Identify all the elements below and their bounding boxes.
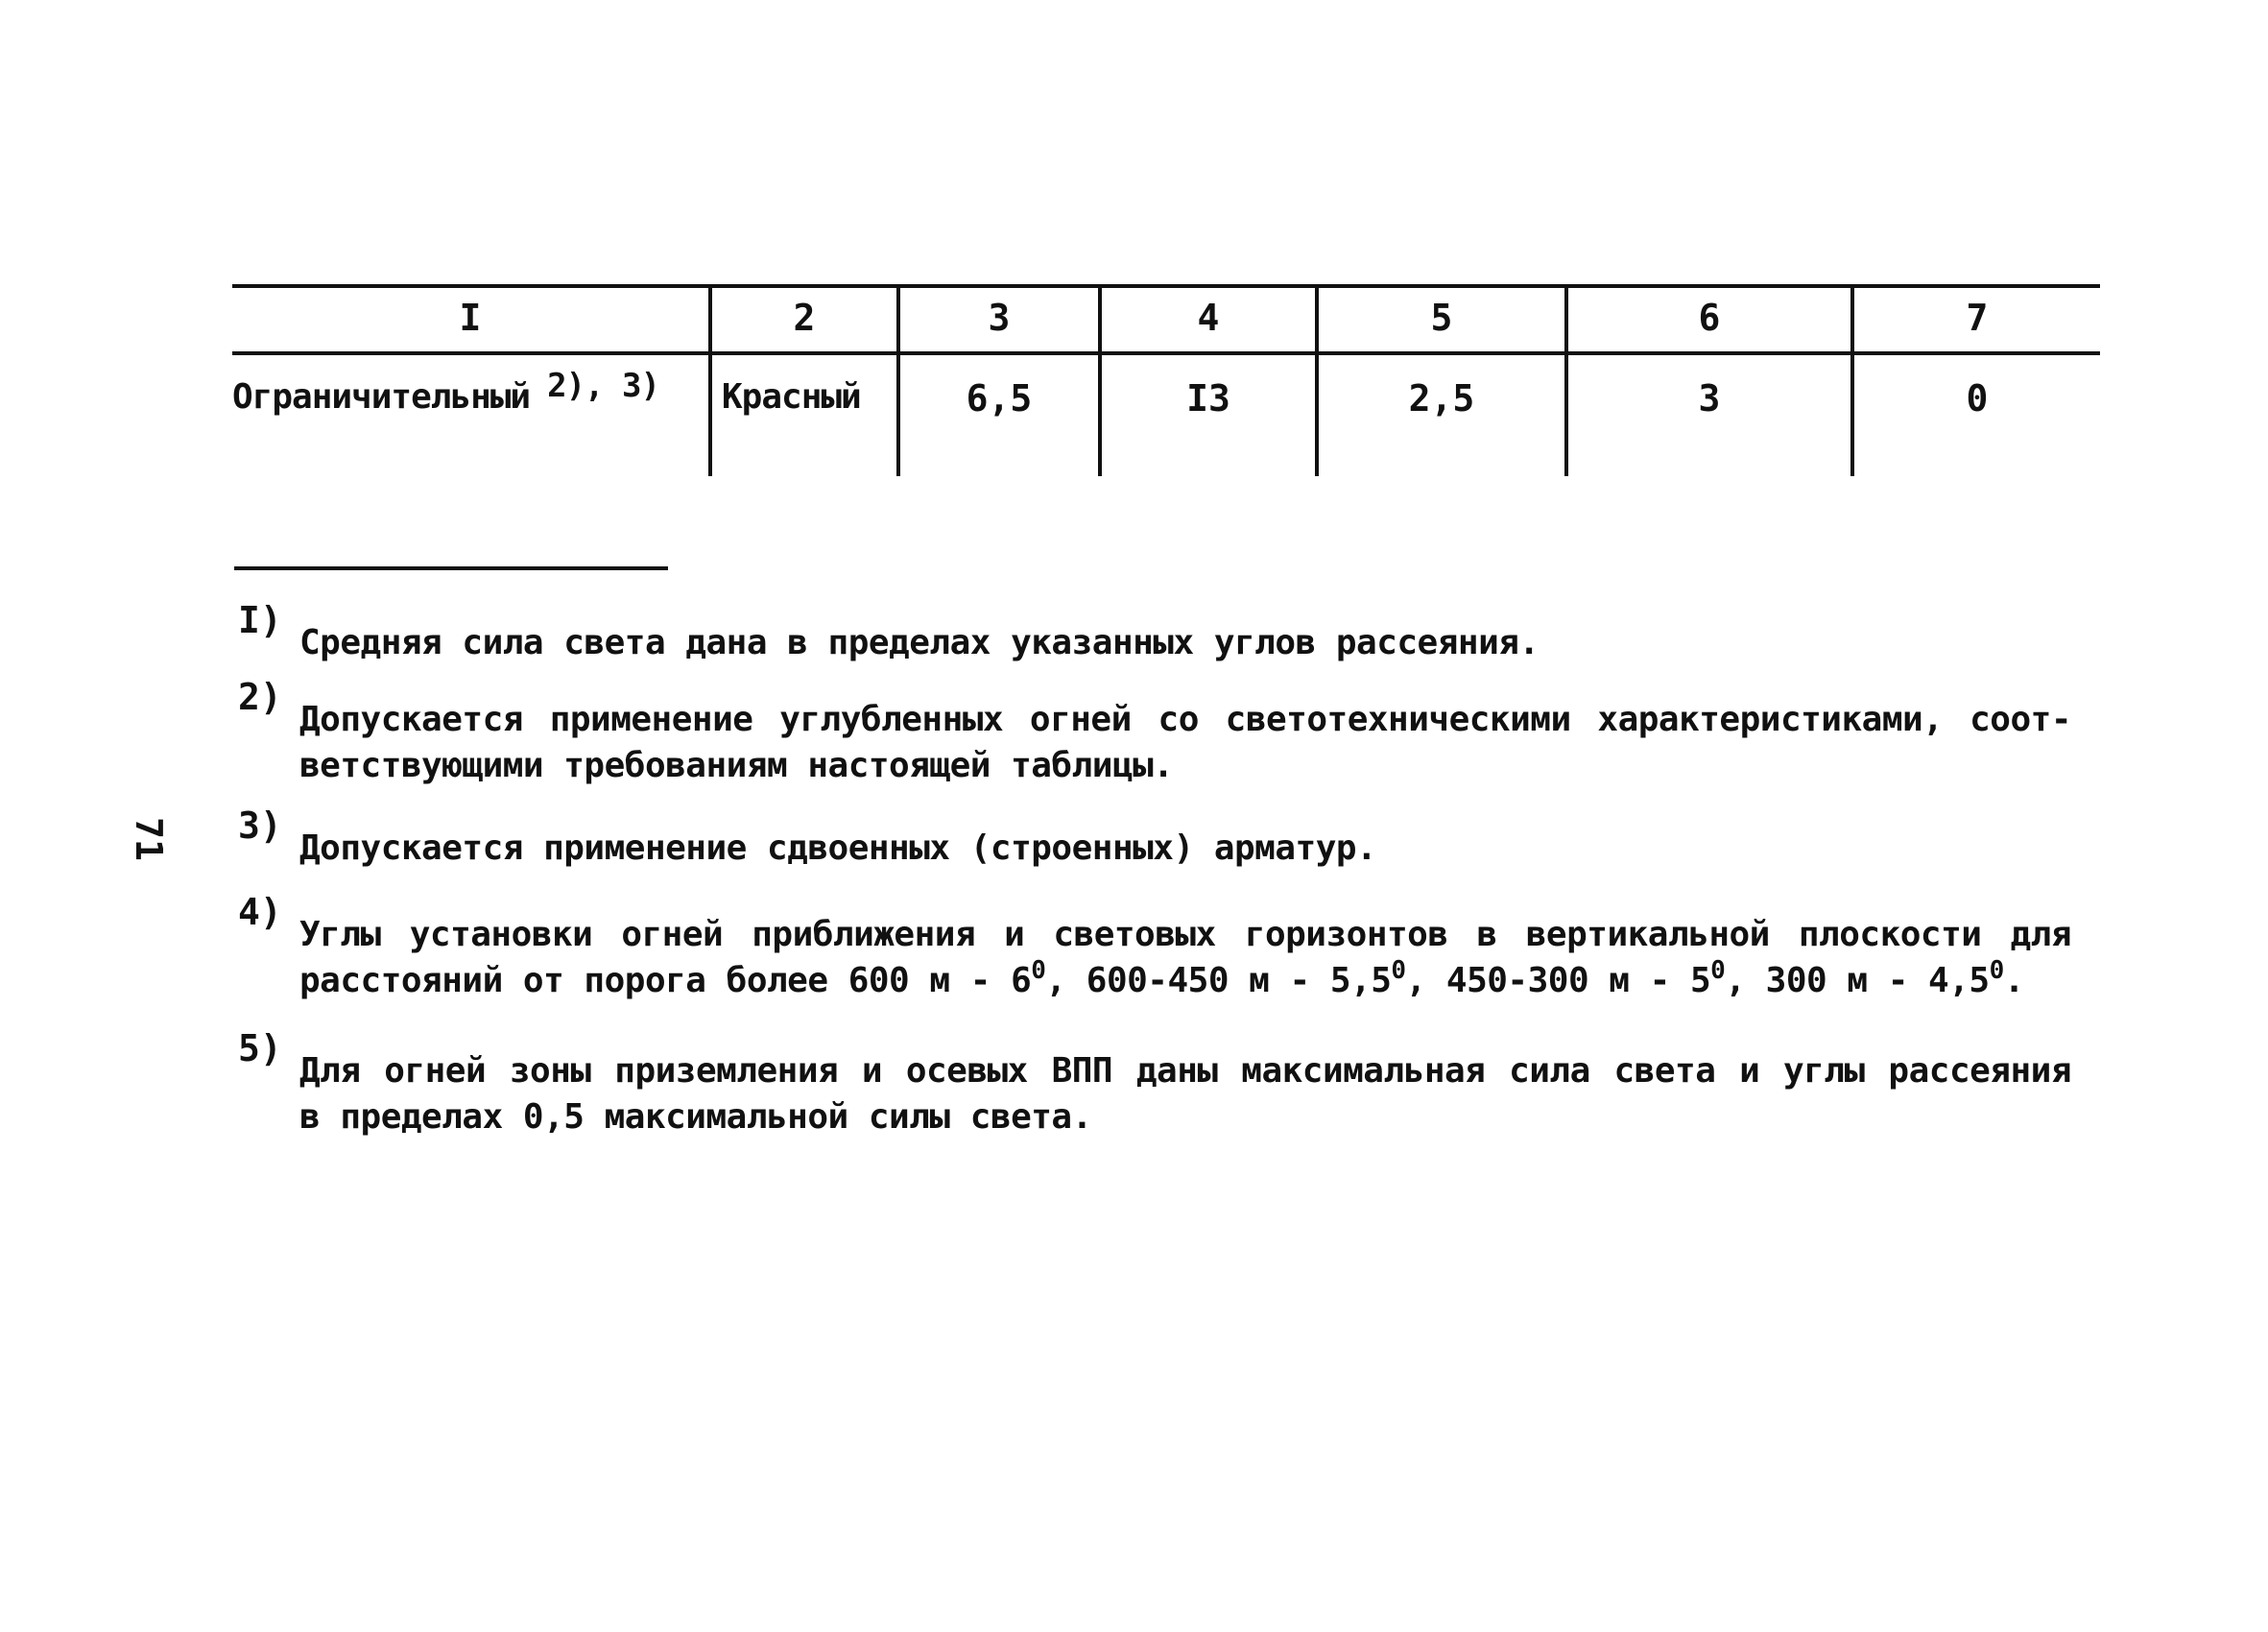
header-col-7: 7	[1966, 297, 1989, 339]
row-label	[232, 367, 659, 417]
header-col-6: 6	[1698, 297, 1721, 339]
footnote-line: в пределах 0,5 максимальной силы света.	[299, 1097, 1092, 1137]
footnote-line: Допускается применение сдвоенных (строенных) арматур.	[299, 828, 1377, 868]
footnote-line: Углы установки огней приближения и световых горизонтов в вертикальной плоскости для	[299, 915, 2071, 954]
footnote-marker: I)	[238, 599, 282, 641]
cell-color: Красный	[722, 377, 861, 417]
table-header-rule	[232, 351, 2100, 355]
cell-col-3: 6,5	[966, 377, 1033, 420]
footnote-line: ветствующими требованиям настоящей таблицы.	[299, 746, 1174, 785]
row-label-footnote-refs: 2), 3)	[547, 367, 659, 405]
header-col-1: I	[459, 297, 482, 339]
footnote-fragment: расстояний от порога более 600 м - 6	[299, 961, 1032, 1000]
footnote-fragment: , 300 м - 4,5	[1725, 961, 1990, 1000]
header-col-5: 5	[1430, 297, 1453, 339]
footnote-text	[299, 697, 2071, 789]
footnote-fragment: , 450-300 м - 5	[1405, 961, 1711, 1000]
header-col-4: 4	[1197, 297, 1220, 339]
footnote-text	[299, 1048, 2071, 1140]
footnote-line: Средняя сила света дана в пределах указанных углов рассеяния.	[299, 623, 1540, 662]
page-number: 71	[127, 817, 170, 861]
cell-col-7: 0	[1966, 377, 1989, 420]
footnote-marker: 5)	[238, 1027, 282, 1069]
cell-col-5: 2,5	[1408, 377, 1475, 420]
footnote-text	[299, 826, 2071, 872]
footnote-marker: 3)	[238, 804, 282, 847]
footnote-marker: 2)	[238, 676, 282, 718]
footnote-separator	[234, 566, 668, 570]
degree-sign: 0	[1989, 956, 2004, 985]
row-label-text: Ограничительный	[232, 377, 531, 417]
footnote-text	[299, 620, 2071, 666]
header-col-2: 2	[793, 297, 816, 339]
header-col-3: 3	[988, 297, 1011, 339]
footnote-fragment: .	[2003, 961, 2024, 1000]
degree-sign: 0	[1710, 956, 1726, 985]
degree-sign: 0	[1031, 956, 1046, 985]
degree-sign: 0	[1391, 956, 1406, 985]
table-top-rule	[232, 284, 2100, 288]
footnote-marker: 4)	[238, 891, 282, 933]
footnote-line: Допускается применение углубленных огней со светотехническими характеристиками, соот-	[299, 700, 2071, 739]
cell-col-6: 3	[1698, 377, 1721, 420]
footnote-line-with-degrees	[299, 958, 2071, 1007]
cell-col-4: I3	[1186, 377, 1230, 420]
footnote-text	[299, 912, 2071, 1007]
footnote-line: Для огней зоны приземления и осевых ВПП даны максимальная сила света и углы рассеяния	[299, 1051, 2071, 1091]
footnote-fragment: , 600-450 м - 5,5	[1045, 961, 1392, 1000]
